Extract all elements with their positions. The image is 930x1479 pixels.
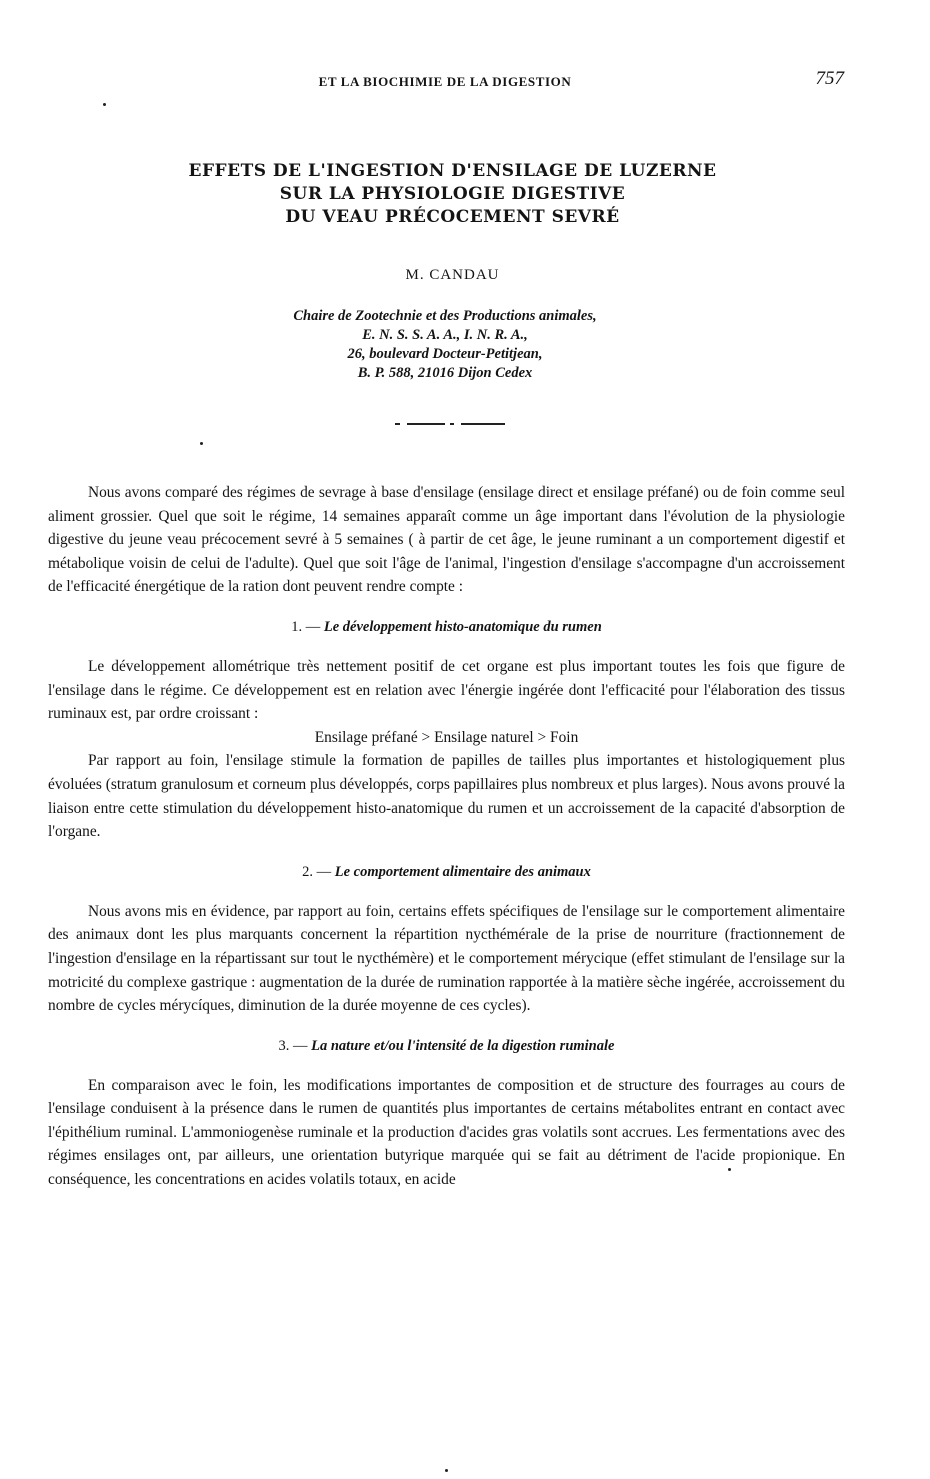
running-title: ET LA BIOCHIMIE DE LA DIGESTION xyxy=(318,74,572,89)
section-heading-text: Le développement histo-anatomique du rumen xyxy=(323,618,602,635)
title-line: EFFETS DE L'INGESTION D'ENSILAGE DE LUZERNE xyxy=(188,161,717,181)
article-body xyxy=(48,481,845,1192)
section-heading xyxy=(48,861,845,883)
section-heading xyxy=(48,616,845,638)
section-paragraph: Le développement allométrique très nettement positif de cet organe est plus important toutes les fois que figure de l'ensilage dans le régime. Ce développement est en relation avec l'énergie ingérée dont l'efficacité pour l'élaboration des tissus ruminaux est, par ordre croissant : xyxy=(48,657,845,723)
intro-paragraph: Nous avons comparé des régimes de sevrage à base d'ensilage (ensilage direct et ensilage préfané) ou de foin comme seul aliment grossier. Quel que soit le régime, 14 semaines apparaît comme un âge important dans l'évolution de la physiologie digestive du jeune veau précocement sevré à 5 semaines ( à partir de cet âge, le jeune ruminant a un comportement digestif et métabolique voisin de celui de l'adulte). Quel que soit l'âge de l'animal, l'ingestion d'ensilage s'accompagne d'un accroissement de l'efficacité énergétique de la ration dont peuvent rendre compte : xyxy=(48,484,845,596)
affiliation-line: E. N. S. S. A. A., I. N. R. A., xyxy=(362,327,528,343)
section-separator xyxy=(395,421,505,427)
section-paragraph: Nous avons mis en évidence, par rapport au foin, certains effets spécifiques de l'ensilage sur le comportement alimentaire des animaux dont les plus marquants concernent la répartition nycthémérale de la prise de nourriture (fractionnement de l'ingestion d'ensilage en la répartissant sur tout le nycthémère) et le comportement mérycique (effet stimulant de l'ensilage sur la motricité du complexe gastrique : augmentation de la durée de rumination rapportée à la matière sèche ingérée, accroissement du nombre de cycles mérycíques, diminution de la durée moyenne de ces cycles). xyxy=(48,902,845,1015)
title-line: SUR LA PHYSIOLOGIE DIGESTIVE xyxy=(279,184,626,204)
affiliation-line: 26, boulevard Docteur-Petitjean, xyxy=(347,346,543,362)
article-title xyxy=(0,160,905,229)
affiliation-line: B. P. 588, 21016 Dijon Cedex xyxy=(357,365,533,381)
section-number: 3. — xyxy=(278,1037,308,1054)
section-number: 1. — xyxy=(291,618,321,635)
page-header xyxy=(0,68,930,96)
section-paragraph: Par rapport au foin, l'ensilage stimule la formation de papilles de tailles plus importantes et histologiquement plus évoluées (stratum granulosum et corneum plus développés, corps papillaires plus nombreux et plus larges). Nous avons prouvé la liaison entre cette stimulation du développement histo-anatomique du rumen et un accroissement de la capacité d'absorption de l'organe. xyxy=(48,752,845,841)
section-number: 2. — xyxy=(302,863,332,880)
page-number: 757 xyxy=(815,68,844,89)
section-heading xyxy=(48,1035,845,1057)
affiliation-line: Chaire de Zootechnie et des Productions animales, xyxy=(293,308,597,324)
author-name: M. CANDAU xyxy=(405,267,500,283)
speck-mark xyxy=(445,1469,448,1472)
section-paragraph: En comparaison avec le foin, les modifications importantes de composition et de structure des fourrages au cours de l'ensilage conduisent à la présence dans le rumen de quantités plus importantes de certains métabolites entrant en contact avec l'épithélium ruminal. L'ammoniogenèse ruminale et la production d'acides gras volatils sont accrues. Les fermentations avec des régimes ensilages ont, par ailleurs, une orientation butyrique marquée qui se fait au détriment de l'acide propionique. En conséquence, les concentrations en acides volatils totaux, en acide xyxy=(48,1076,845,1189)
section-heading-text: La nature et/ou l'intensité de la digestion ruminale xyxy=(311,1037,615,1054)
section-heading-text: Le comportement alimentaire des animaux xyxy=(334,863,591,880)
speck-mark xyxy=(200,442,203,445)
ranking-formula: Ensilage préfané > Ensilage naturel > Foin xyxy=(314,728,579,746)
author-affiliation xyxy=(0,307,890,383)
speck-mark xyxy=(103,103,106,106)
title-line: DU VEAU PRÉCOCEMENT SEVRÉ xyxy=(285,207,620,227)
